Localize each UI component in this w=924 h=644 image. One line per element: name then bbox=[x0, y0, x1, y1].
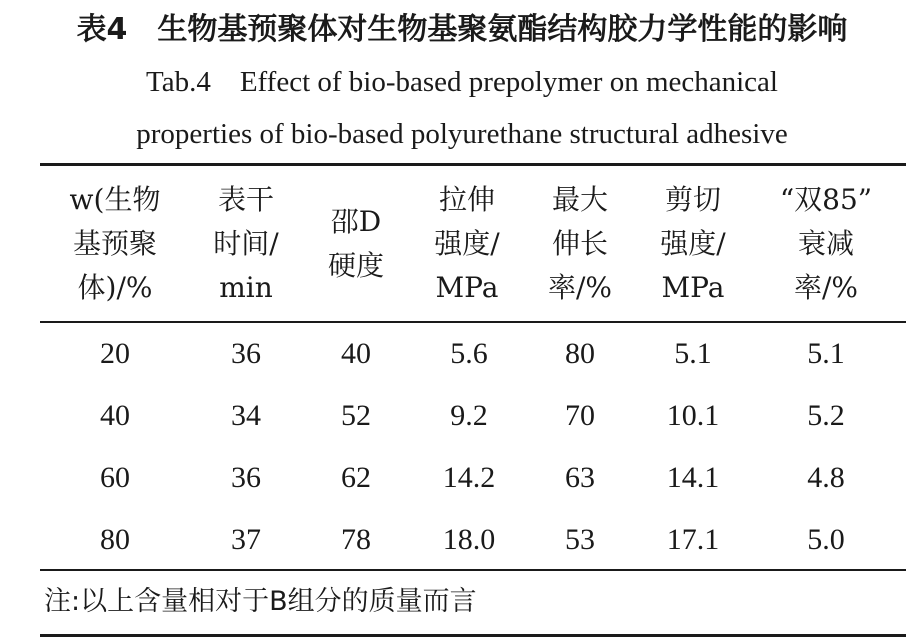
header-surface-dry-time bbox=[190, 178, 302, 310]
table-cell: 62 bbox=[341, 461, 371, 494]
table-cell: 36 bbox=[231, 461, 261, 494]
table-cell: 4.8 bbox=[807, 461, 845, 494]
table-cell: 80 bbox=[565, 337, 595, 370]
header-double-85-attenuation bbox=[754, 178, 898, 310]
header-line: 时间/ bbox=[213, 227, 279, 260]
table-title-english-line-2: properties of bio-based polyurethane structural adhesive bbox=[136, 118, 788, 150]
header-line: w(生物 bbox=[69, 183, 161, 216]
header-line: 率/% bbox=[793, 271, 859, 304]
table-cell: 37 bbox=[231, 523, 261, 556]
table-title-chinese: 表4 生物基预聚体对生物基聚氨酯结构胶力学性能的影响 bbox=[76, 12, 848, 47]
header-line: 基预聚 bbox=[72, 227, 157, 260]
table-bottom-rule bbox=[40, 569, 906, 571]
table-cell: 5.0 bbox=[807, 523, 845, 556]
header-line: 伸长 bbox=[551, 227, 608, 260]
header-line: 强度/ bbox=[660, 227, 726, 260]
header-line: 硬度 bbox=[327, 249, 384, 282]
table-header-rule bbox=[40, 321, 906, 323]
table-cell: 40 bbox=[100, 399, 130, 432]
header-line: 体)/% bbox=[77, 271, 153, 304]
header-line: 剪切 bbox=[664, 183, 721, 216]
table-cell: 20 bbox=[100, 337, 130, 370]
header-line: “双85” bbox=[779, 183, 873, 216]
table-cell: 80 bbox=[100, 523, 130, 556]
table-title-english-line-1: Tab.4 Effect of bio-based prepolymer on mechanical bbox=[146, 66, 778, 98]
table-cell: 5.2 bbox=[807, 399, 845, 432]
table-cell: 17.1 bbox=[666, 523, 720, 556]
table-cell: 36 bbox=[231, 337, 261, 370]
table-cell: 53 bbox=[565, 523, 595, 556]
header-tensile-strength bbox=[414, 178, 520, 310]
header-shear-strength bbox=[640, 178, 746, 310]
header-shore-d-hardness bbox=[306, 200, 406, 288]
table-cell: 60 bbox=[100, 461, 130, 494]
table-cell: 40 bbox=[341, 337, 371, 370]
header-line: MPa bbox=[435, 271, 499, 304]
table-cell: 14.1 bbox=[666, 461, 720, 494]
header-line: 邵D bbox=[330, 205, 382, 238]
table-cell: 34 bbox=[231, 399, 261, 432]
header-line: 率/% bbox=[547, 271, 613, 304]
table-cell: 18.0 bbox=[442, 523, 496, 556]
header-line: 强度/ bbox=[434, 227, 500, 260]
header-line: 表干 bbox=[217, 183, 274, 216]
table-cell: 52 bbox=[341, 399, 371, 432]
header-line: 最大 bbox=[551, 183, 608, 216]
header-line: min bbox=[219, 271, 273, 304]
table-cell: 5.6 bbox=[450, 337, 488, 370]
table-cell: 63 bbox=[565, 461, 595, 494]
footnote-rule bbox=[40, 634, 906, 637]
header-line: 拉伸 bbox=[438, 183, 495, 216]
header-max-elongation bbox=[528, 178, 632, 310]
header-bio-prepolymer-content bbox=[50, 178, 180, 310]
table-footnote: 注:以上含量相对于B组分的质量而言 bbox=[44, 586, 477, 617]
table-cell: 9.2 bbox=[450, 399, 488, 432]
table-top-rule bbox=[40, 163, 906, 166]
header-line: 衰减 bbox=[797, 227, 854, 260]
table-cell: 10.1 bbox=[666, 399, 720, 432]
table-cell: 14.2 bbox=[442, 461, 496, 494]
table-cell: 78 bbox=[341, 523, 371, 556]
header-line: MPa bbox=[661, 271, 725, 304]
table-cell: 5.1 bbox=[807, 337, 845, 370]
table-cell: 5.1 bbox=[674, 337, 712, 370]
table-cell: 70 bbox=[565, 399, 595, 432]
